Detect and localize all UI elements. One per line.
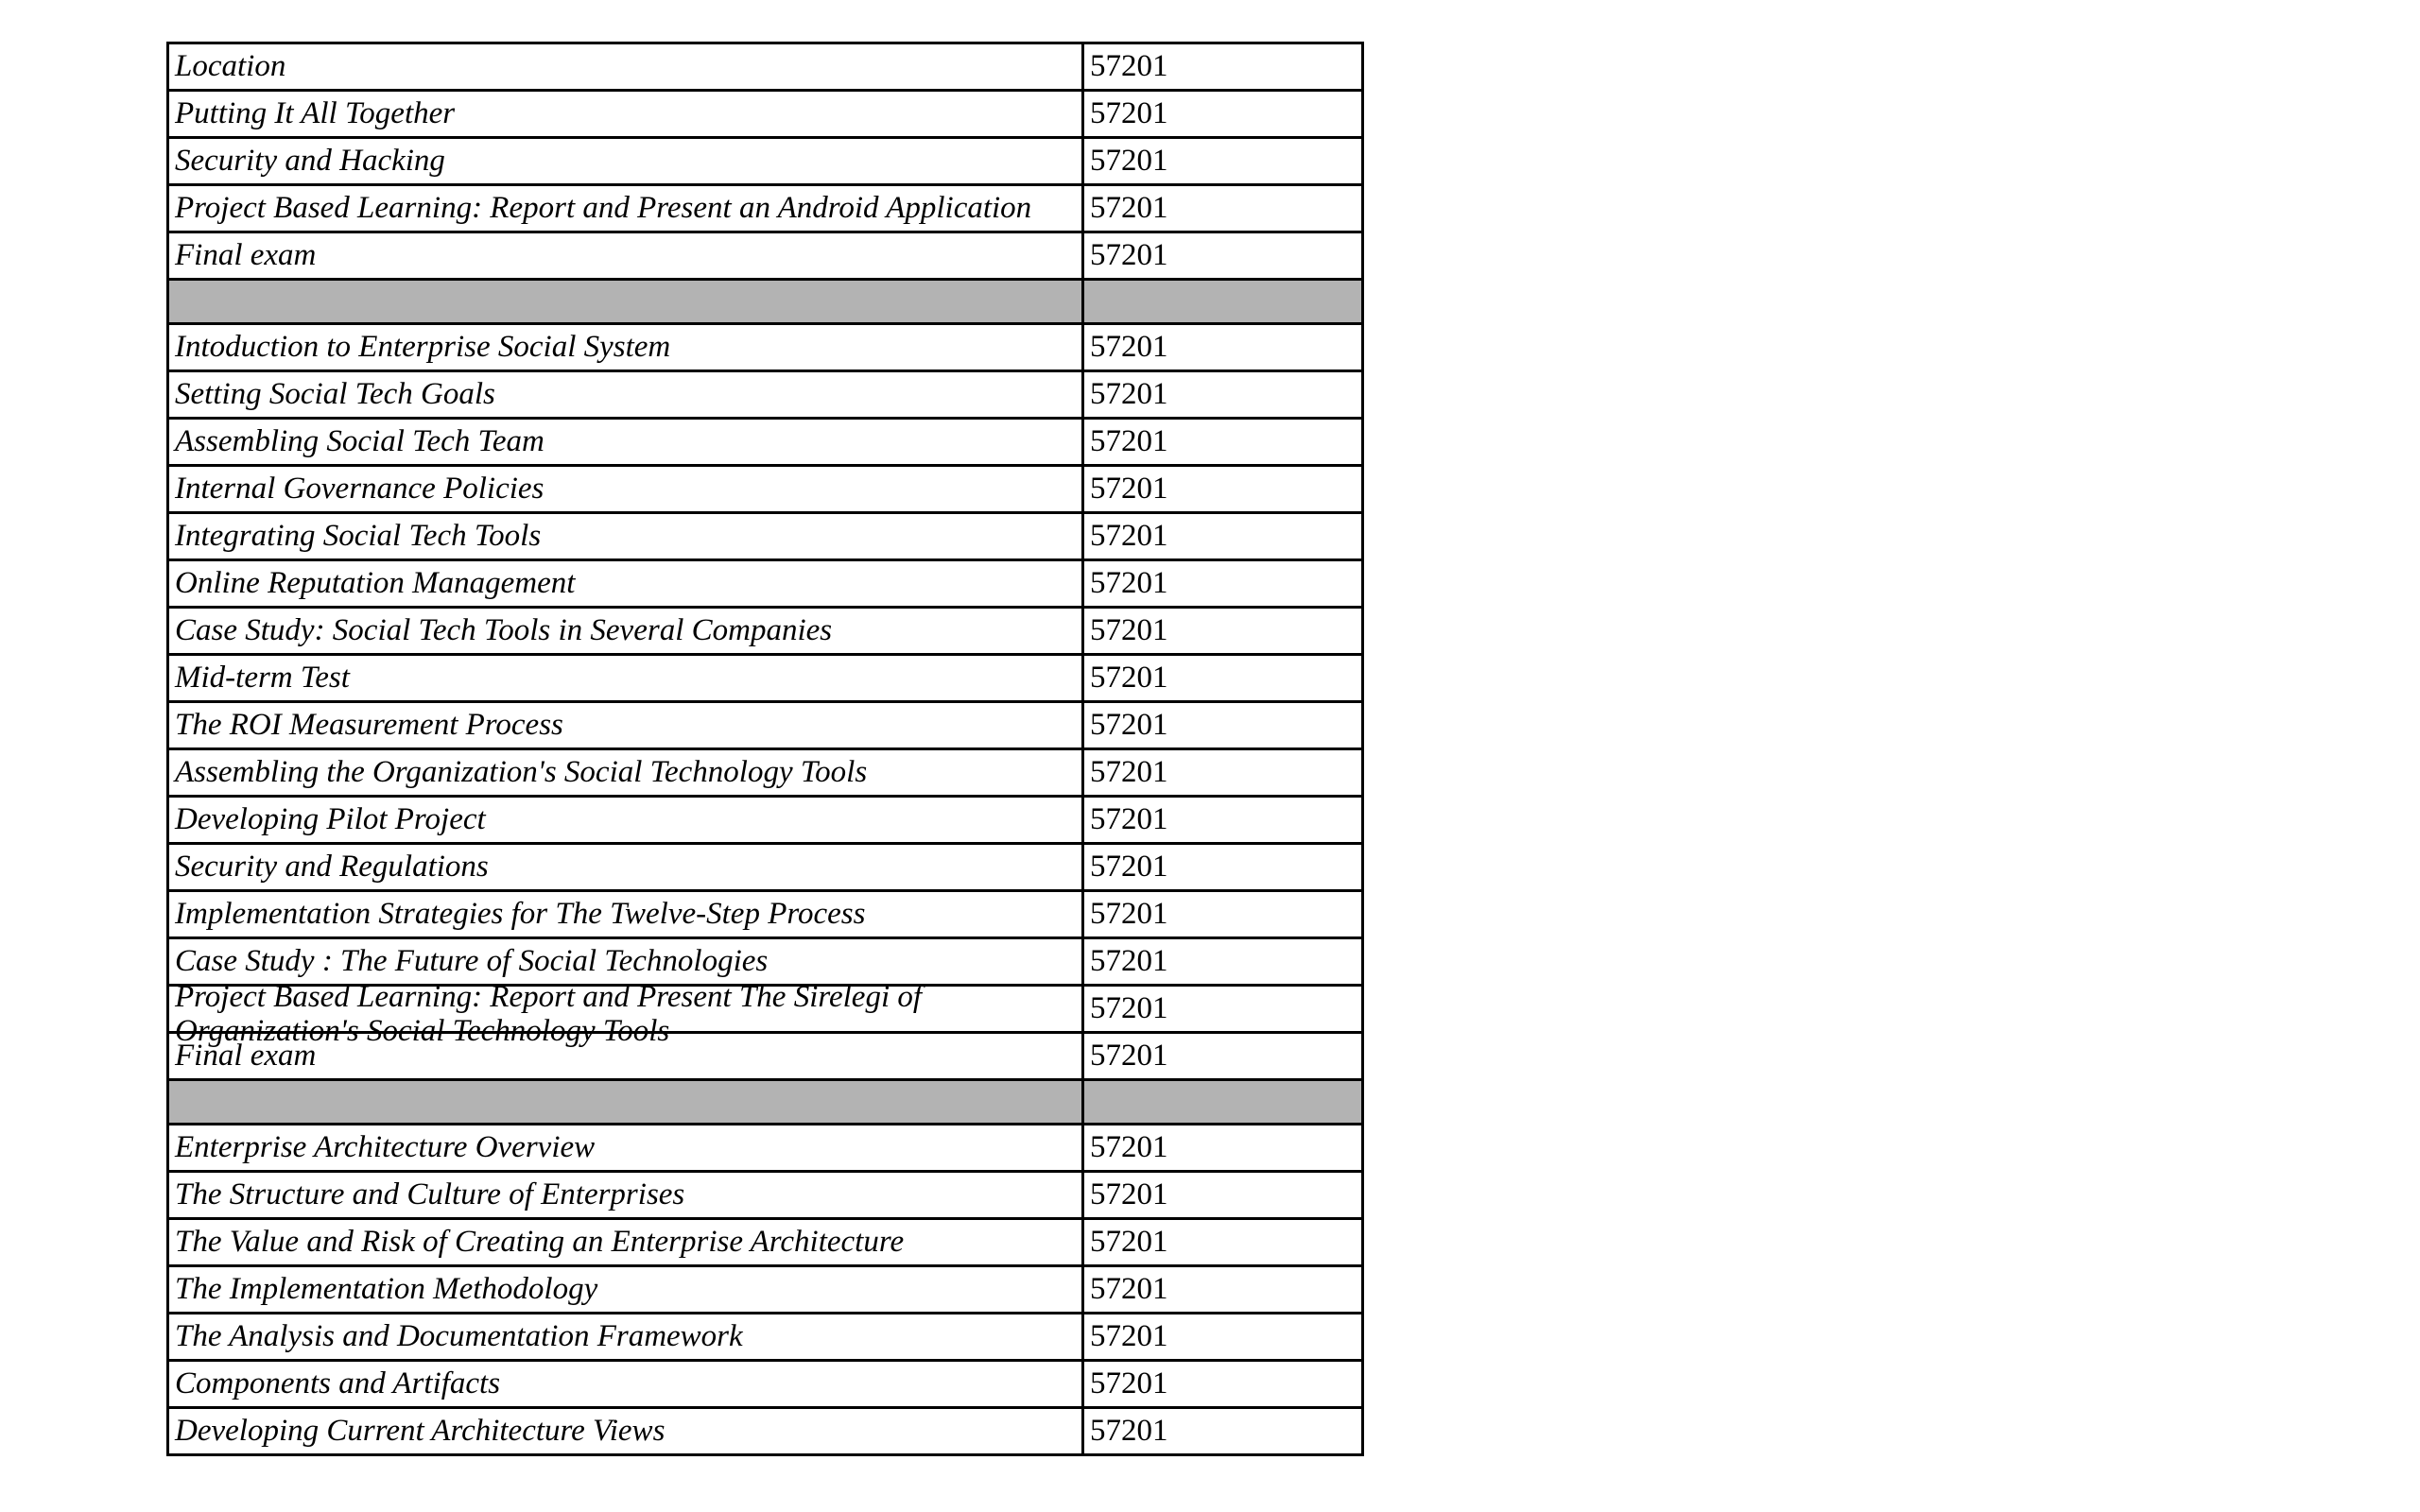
topic-cell: Setting Social Tech Goals (168, 371, 1083, 419)
topic-cell: Components and Artifacts (168, 1361, 1083, 1408)
topic-cell: Assembling Social Tech Team (168, 419, 1083, 466)
table-row (168, 891, 1363, 938)
table-row (168, 91, 1363, 138)
topic-cell: The ROI Measurement Process (168, 702, 1083, 749)
table-row (168, 419, 1363, 466)
code-cell: 57201 (1083, 371, 1363, 419)
code-cell: 57201 (1083, 1172, 1363, 1219)
topic-cell: Intoduction to Enterprise Social System (168, 324, 1083, 371)
topic-cell: Security and Hacking (168, 138, 1083, 185)
topic-text: Project Based Learning: Report and Present The Sirelegi of Organization's Social Technology Tools (175, 980, 923, 1048)
topic-cell: Implementation Strategies for The Twelve-Step Process (168, 891, 1083, 938)
topic-cell: Final exam (168, 1033, 1083, 1080)
separator-cell (1083, 1080, 1363, 1125)
topic-cell: The Structure and Culture of Enterprises (168, 1172, 1083, 1219)
separator-cell (168, 1080, 1083, 1125)
code-cell: 57201 (1083, 1266, 1363, 1314)
table-row (168, 1408, 1363, 1455)
table-row (168, 844, 1363, 891)
table-row (168, 655, 1363, 702)
table-row (168, 466, 1363, 513)
code-cell: 57201 (1083, 844, 1363, 891)
table-row (168, 1314, 1363, 1361)
topic-cell: Integrating Social Tech Tools (168, 513, 1083, 560)
table-row (168, 702, 1363, 749)
table-row (168, 371, 1363, 419)
table-row (168, 43, 1363, 91)
topic-cell: Security and Regulations (168, 844, 1083, 891)
code-cell: 57201 (1083, 749, 1363, 797)
code-cell: 57201 (1083, 938, 1363, 986)
code-cell: 57201 (1083, 655, 1363, 702)
code-cell: 57201 (1083, 891, 1363, 938)
table-row (168, 513, 1363, 560)
code-cell: 57201 (1083, 797, 1363, 844)
table-row (168, 232, 1363, 280)
section-separator-row (168, 1080, 1363, 1125)
code-cell: 57201 (1083, 1125, 1363, 1172)
course-topics-table (166, 42, 1364, 1456)
code-cell: 57201 (1083, 419, 1363, 466)
code-cell: 57201 (1083, 608, 1363, 655)
table-body (168, 43, 1363, 1455)
topic-cell: Developing Pilot Project (168, 797, 1083, 844)
topic-cell: Putting It All Together (168, 91, 1083, 138)
table-row (168, 324, 1363, 371)
topic-cell: Case Study: Social Tech Tools in Several Companies (168, 608, 1083, 655)
code-cell: 57201 (1083, 1314, 1363, 1361)
table-row (168, 185, 1363, 232)
table-row (168, 1125, 1363, 1172)
code-cell: 57201 (1083, 466, 1363, 513)
table-row (168, 1361, 1363, 1408)
table-row (168, 1266, 1363, 1314)
topic-cell (168, 980, 1083, 1048)
code-cell: 57201 (1083, 91, 1363, 138)
topic-cell: Online Reputation Management (168, 560, 1083, 608)
topic-cell: The Implementation Methodology (168, 1266, 1083, 1314)
code-cell: 57201 (1083, 1033, 1363, 1080)
code-cell: 57201 (1083, 1361, 1363, 1408)
code-cell: 57201 (1083, 138, 1363, 185)
code-cell: 57201 (1083, 324, 1363, 371)
topic-cell: Internal Governance Policies (168, 466, 1083, 513)
topic-cell: Assembling the Organization's Social Technology Tools (168, 749, 1083, 797)
code-cell: 57201 (1083, 513, 1363, 560)
topic-cell: Mid-term Test (168, 655, 1083, 702)
table-row (168, 797, 1363, 844)
code-cell: 57201 (1083, 1408, 1363, 1455)
topic-cell: Developing Current Architecture Views (168, 1408, 1083, 1455)
code-cell: 57201 (1083, 986, 1363, 1033)
separator-cell (168, 280, 1083, 324)
topic-cell: Enterprise Architecture Overview (168, 1125, 1083, 1172)
topic-cell: The Analysis and Documentation Framework (168, 1314, 1083, 1361)
table-row (168, 608, 1363, 655)
code-cell: 57201 (1083, 232, 1363, 280)
table-row (168, 560, 1363, 608)
code-cell: 57201 (1083, 43, 1363, 91)
code-cell: 57201 (1083, 185, 1363, 232)
table-row (168, 986, 1363, 1033)
topic-cell: Final exam (168, 232, 1083, 280)
table-row (168, 138, 1363, 185)
topic-cell: Location (168, 43, 1083, 91)
section-separator-row (168, 280, 1363, 324)
code-cell: 57201 (1083, 1219, 1363, 1266)
code-cell: 57201 (1083, 560, 1363, 608)
topic-cell: The Value and Risk of Creating an Enterprise Architecture (168, 1219, 1083, 1266)
table-row (168, 938, 1363, 986)
table-row (168, 1172, 1363, 1219)
table-row (168, 1219, 1363, 1266)
topic-cell: Project Based Learning: Report and Present an Android Application (168, 185, 1083, 232)
table-row (168, 749, 1363, 797)
separator-cell (1083, 280, 1363, 324)
topic-cell: Case Study : The Future of Social Technologies (168, 938, 1083, 986)
code-cell: 57201 (1083, 702, 1363, 749)
